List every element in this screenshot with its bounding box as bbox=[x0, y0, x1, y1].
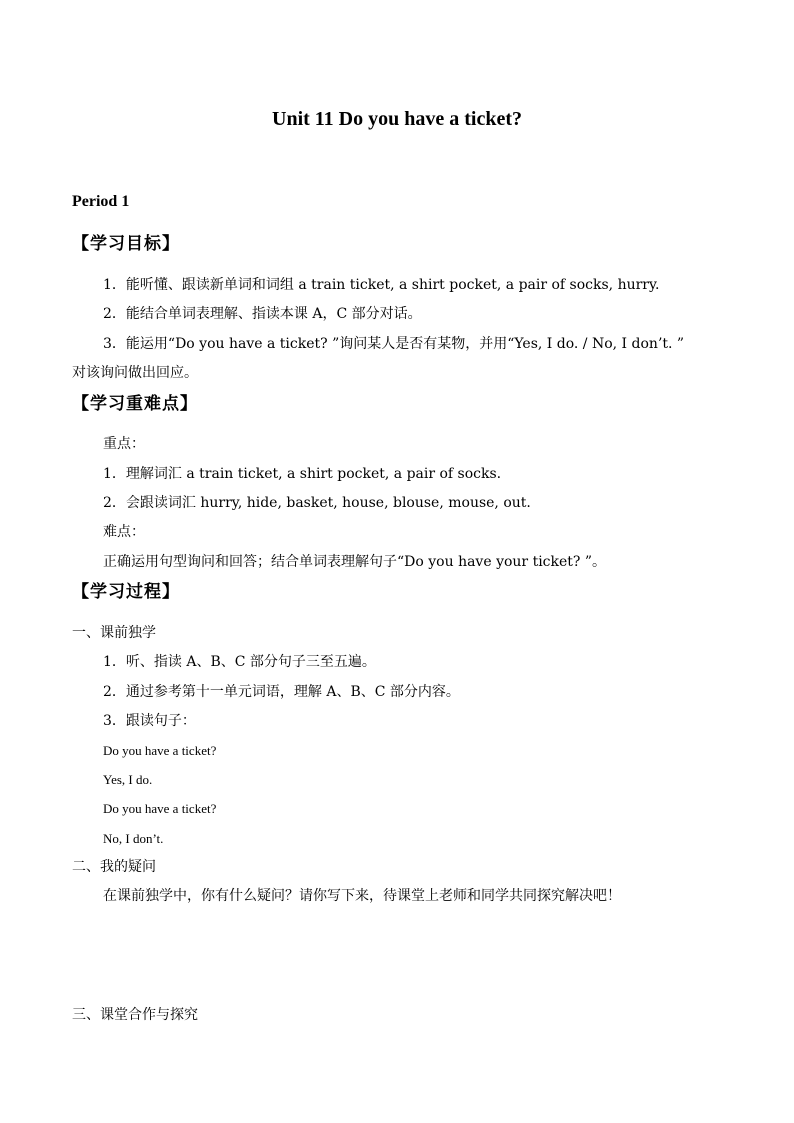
key-label: 重点： bbox=[103, 436, 145, 452]
difficult-label: 难点： bbox=[103, 524, 145, 540]
part2-title: 二、我的疑问 bbox=[72, 859, 156, 875]
sentence-4: No, I don’t. bbox=[103, 831, 164, 846]
goal-item-2: 2．能结合单词表理解、指读本课 A，C 部分对话。 bbox=[103, 306, 422, 322]
goals-heading: 【学习目标】 bbox=[72, 234, 180, 254]
goal-item-3-continued: 对该询问做出回应。 bbox=[72, 365, 198, 381]
part1-item-2: 2．通过参考第十一单元词语，理解 A、B、C 部分内容。 bbox=[103, 684, 460, 700]
key-points-heading: 【学习重难点】 bbox=[72, 394, 198, 414]
part1-item-3: 3．跟读句子： bbox=[103, 713, 196, 729]
period-label: Period 1 bbox=[72, 193, 130, 210]
part2-text: 在课前独学中，你有什么疑问？请你写下来，待课堂上老师和同学共同探究解决吧！ bbox=[103, 888, 621, 904]
part1-title: 一、课前独学 bbox=[72, 625, 156, 641]
part1-item-1: 1．听、指读 A、B、C 部分句子三至五遍。 bbox=[103, 654, 376, 670]
goal-item-3: 3．能运用“Do you have a ticket? ”询问某人是否有某物，并用“Yes, I do. / No, I don’t. ” bbox=[103, 336, 685, 352]
key-item-1: 1．理解词汇 a train ticket, a shirt pocket, a pair of socks. bbox=[103, 466, 502, 482]
goal-item-1: 1．能听懂、跟读新单词和词组 a train ticket, a shirt pocket, a pair of socks, hurry. bbox=[103, 277, 660, 293]
key-item-2: 2．会跟读词汇 hurry, hide, basket, house, blouse, mouse, out. bbox=[103, 495, 531, 511]
part3-title: 三、课堂合作与探究 bbox=[72, 1007, 198, 1023]
difficult-text: 正确运用句型询问和回答；结合单词表理解句子“Do you have your ticket? ”。 bbox=[103, 554, 607, 570]
process-heading: 【学习过程】 bbox=[72, 582, 180, 602]
sentence-1: Do you have a ticket? bbox=[103, 743, 217, 758]
sentence-2: Yes, I do. bbox=[103, 772, 153, 787]
sentence-3: Do you have a ticket? bbox=[103, 801, 217, 816]
document-title: Unit 11 Do you have a ticket? bbox=[272, 108, 522, 130]
